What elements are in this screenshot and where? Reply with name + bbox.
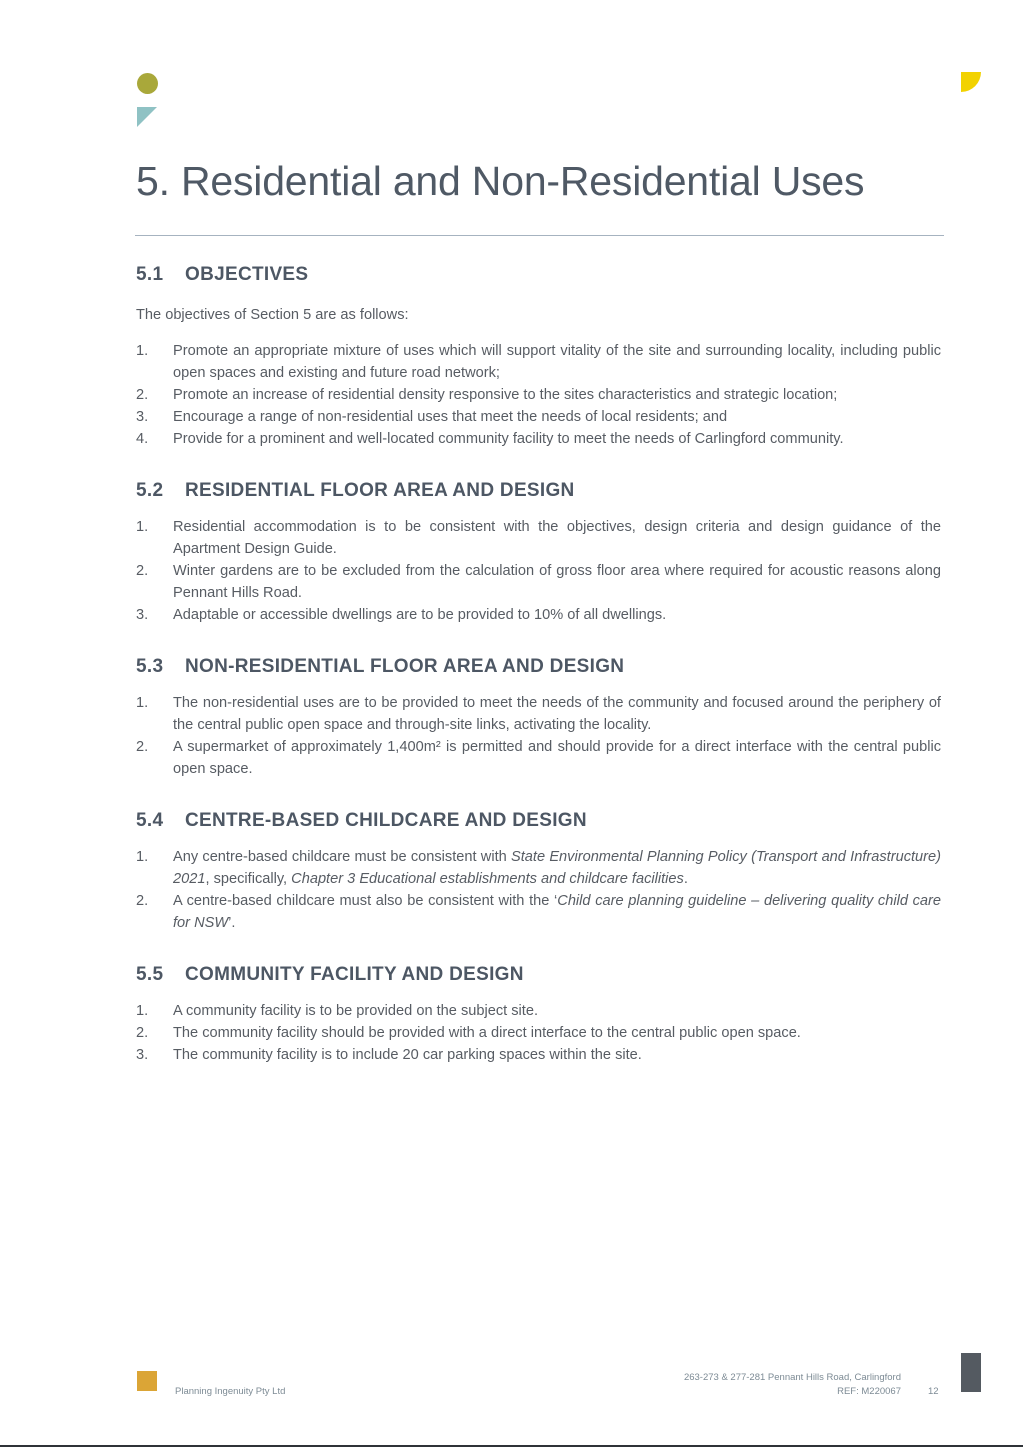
section-number: 5.2 <box>136 480 164 501</box>
footer-gold-square <box>137 1371 157 1391</box>
chapter-title: Chapter 3 Educational establishments and childcare facilities <box>291 871 684 887</box>
section-childcare <box>136 810 941 934</box>
item-text: A supermarket of approximately 1,400m² is permitted and should provide for a direct interface with the central public open space. <box>173 739 941 777</box>
community-list <box>136 1000 941 1066</box>
section-heading <box>136 810 941 832</box>
footer-company-name: Planning Ingenuity Pty Ltd <box>175 1386 286 1397</box>
item-number: 4. <box>136 431 149 447</box>
non-residential-list <box>136 692 941 780</box>
item-number: 2. <box>136 1025 149 1041</box>
item-number: 1. <box>136 343 149 359</box>
section-objectives <box>136 264 941 450</box>
item-text <box>173 846 941 890</box>
item-text: Promote an appropriate mixture of uses which will support vitality of the site and surrounding locality, including public open spaces and existing and future road network; <box>173 343 941 381</box>
item-text: Encourage a range of non-residential uses that meet the needs of local residents; and <box>173 409 728 425</box>
page-number: 12 <box>928 1386 939 1397</box>
item-text-segment: . <box>683 871 688 887</box>
list-item <box>136 428 941 450</box>
section-title: RESIDENTIAL FLOOR AREA AND DESIGN <box>185 480 575 501</box>
list-item <box>136 890 941 934</box>
item-number: 2. <box>136 739 149 755</box>
section-title: NON-RESIDENTIAL FLOOR AREA AND DESIGN <box>185 656 625 677</box>
item-text: A community facility is to be provided on the subject site. <box>173 1003 539 1019</box>
item-text: Adaptable or accessible dwellings are to be provided to 10% of all dwellings. <box>173 607 667 623</box>
item-text-segment: ’. <box>228 915 236 931</box>
document-body <box>136 264 941 1096</box>
item-number: 1. <box>136 695 149 711</box>
policy-title: State Environmental Planning Policy (Transport and Infrastructure) 2021 <box>173 849 941 887</box>
footer-dark-bar <box>961 1353 981 1392</box>
section-number: 5.1 <box>136 264 164 285</box>
objectives-list <box>136 340 941 450</box>
item-number: 2. <box>136 387 149 403</box>
residential-list <box>136 516 941 626</box>
guideline-title: Child care planning guideline – delivering quality child care for NSW <box>173 893 941 931</box>
section-residential-floor-area <box>136 480 941 626</box>
item-number: 1. <box>136 519 149 535</box>
list-item <box>136 1000 941 1022</box>
item-text-segment: , specifically, <box>205 871 292 887</box>
title-divider <box>135 235 944 236</box>
list-item <box>136 384 941 406</box>
item-number: 1. <box>136 849 149 865</box>
teal-triangle-decoration <box>137 107 157 127</box>
item-text: Provide for a prominent and well-located community facility to meet the needs of Carlingford community. <box>173 431 844 447</box>
item-text: Residential accommodation is to be consistent with the objectives, design criteria and design guidance of the Apartment Design Guide. <box>173 519 941 557</box>
footer-reference: REF: M220067 <box>837 1386 901 1397</box>
section-title: CENTRE-BASED CHILDCARE AND DESIGN <box>185 810 587 831</box>
item-number: 2. <box>136 563 149 579</box>
item-text-segment: A centre-based childcare must also be consistent with the ‘ <box>173 893 558 909</box>
item-number: 3. <box>136 607 149 623</box>
yellow-quarter-circle-decoration <box>961 72 981 92</box>
section-heading <box>136 656 941 678</box>
item-number: 3. <box>136 409 149 425</box>
section-title: COMMUNITY FACILITY AND DESIGN <box>185 964 524 985</box>
list-item <box>136 846 941 890</box>
section-heading <box>136 264 941 286</box>
footer-address: 263-273 & 277-281 Pennant Hills Road, Carlingford <box>683 1372 901 1383</box>
item-text: The community facility is to include 20 car parking spaces within the site. <box>173 1047 642 1063</box>
item-text: The community facility should be provided with a direct interface to the central public open space. <box>173 1025 801 1041</box>
section-heading <box>136 964 941 986</box>
list-item <box>136 340 941 384</box>
section-title: OBJECTIVES <box>185 264 309 285</box>
childcare-list <box>136 846 941 934</box>
list-item <box>136 516 941 560</box>
list-item <box>136 1022 941 1044</box>
list-item <box>136 560 941 604</box>
section-non-residential-floor-area <box>136 656 941 780</box>
item-text: The non-residential uses are to be provided to meet the needs of the community and focused around the periphery of the central public open space and through-site links, activating the locality. <box>173 695 941 733</box>
page-title: 5. Residential and Non-Residential Uses <box>136 158 865 204</box>
item-text <box>173 890 941 934</box>
list-item <box>136 1044 941 1066</box>
section-intro: The objectives of Section 5 are as follows: <box>136 307 409 323</box>
item-text-segment: Any centre-based childcare must be consistent with <box>173 849 511 865</box>
olive-circle-decoration <box>137 73 158 94</box>
item-number: 1. <box>136 1003 149 1019</box>
section-number: 5.5 <box>136 964 164 985</box>
section-heading <box>136 480 941 502</box>
item-number: 2. <box>136 893 149 909</box>
list-item <box>136 736 941 780</box>
section-number: 5.4 <box>136 810 164 831</box>
item-number: 3. <box>136 1047 149 1063</box>
list-item <box>136 406 941 428</box>
item-text: Winter gardens are to be excluded from the calculation of gross floor area where required for acoustic reasons along Pennant Hills Road. <box>173 563 941 601</box>
section-community-facility <box>136 964 941 1066</box>
item-text: Promote an increase of residential density responsive to the sites characteristics and strategic location; <box>173 387 838 403</box>
section-number: 5.3 <box>136 656 164 677</box>
list-item <box>136 604 941 626</box>
list-item <box>136 692 941 736</box>
